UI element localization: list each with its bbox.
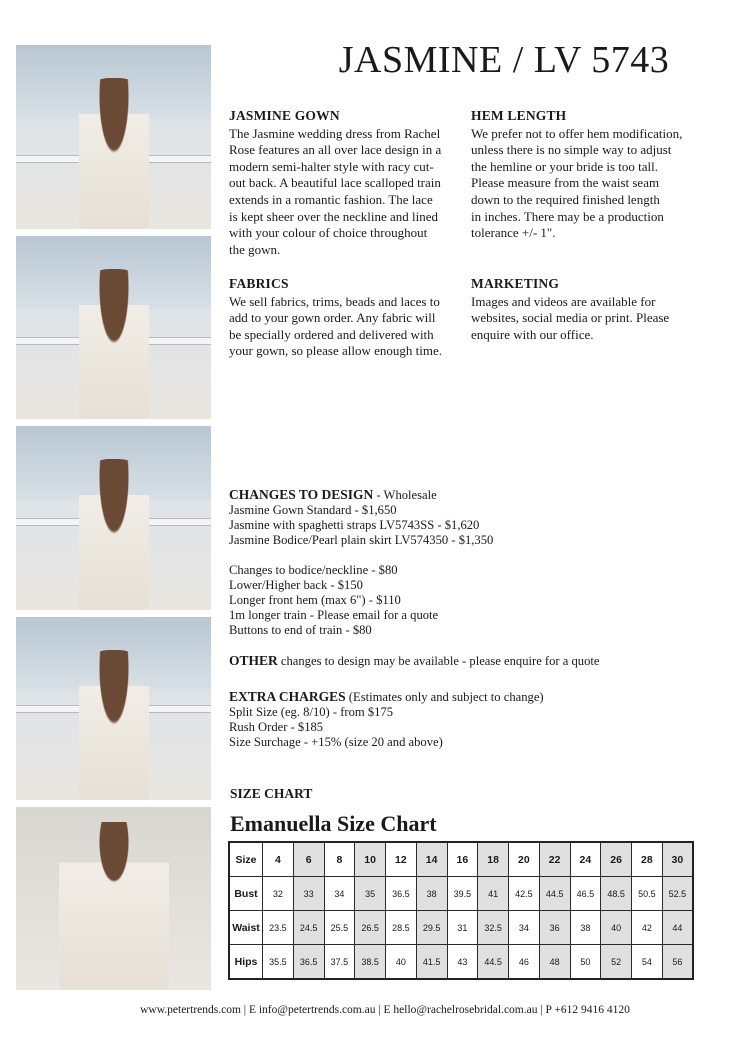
size-chart-table — [228, 841, 694, 980]
section-changes-to-design — [229, 487, 699, 638]
price-line: Jasmine Bodice/Pearl plain skirt LV574350 - $1,350 — [229, 533, 494, 547]
table-cell: 46.5 — [570, 877, 601, 911]
text-line: add to your gown order. Any fabric will — [229, 310, 436, 326]
option-line: Longer front hem (max 6") - $110 — [229, 593, 401, 607]
section-marketing — [471, 276, 711, 343]
table-cell: 38 — [416, 877, 447, 911]
row-header: Size — [229, 842, 263, 877]
row-header: Hips — [229, 945, 263, 980]
section-heading: MARKETING — [471, 276, 560, 291]
table-cell: 56 — [662, 945, 693, 980]
text-line: tolerance +/- 1". — [471, 225, 556, 241]
section-fabrics — [229, 276, 464, 360]
row-header: Bust — [229, 877, 263, 911]
section-body — [229, 294, 464, 360]
table-cell: 36.5 — [293, 945, 324, 980]
table-cell: 10 — [355, 842, 386, 877]
table-cell: 36 — [539, 911, 570, 945]
table-row-bust — [229, 877, 693, 911]
table-cell: 35 — [355, 877, 386, 911]
text-line: Images and videos are available for — [471, 293, 656, 309]
table-cell: 31 — [447, 911, 478, 945]
page-title: JASMINE / LV 5743 — [338, 39, 670, 81]
table-cell: 14 — [416, 842, 447, 877]
extra-heading-line — [229, 689, 699, 705]
section-heading: EXTRA CHARGES — [229, 689, 346, 704]
table-row-size — [229, 842, 693, 877]
section-heading: JASMINE GOWN — [229, 108, 340, 123]
section-body — [471, 126, 711, 242]
section-body — [229, 126, 461, 259]
charge-line: Size Surchage - +15% (size 20 and above) — [229, 735, 443, 749]
option-line: Changes to bodice/neckline - $80 — [229, 563, 398, 577]
option-line: 1m longer train - Please email for a quote — [229, 608, 439, 622]
section-heading: OTHER — [229, 653, 278, 668]
table-cell: 33 — [293, 877, 324, 911]
table-cell: 44.5 — [478, 945, 509, 980]
option-line: Buttons to end of train - $80 — [229, 623, 372, 637]
table-cell: 52.5 — [662, 877, 693, 911]
row-header: Waist — [229, 911, 263, 945]
section-other — [229, 653, 699, 669]
table-cell: 44 — [662, 911, 693, 945]
table-cell: 41 — [478, 877, 509, 911]
table-cell: 50 — [570, 945, 601, 980]
table-cell: 48.5 — [601, 877, 632, 911]
table-cell: 37.5 — [324, 945, 355, 980]
table-cell: 23.5 — [263, 911, 294, 945]
table-cell: 48 — [539, 945, 570, 980]
table-row-hips — [229, 945, 693, 980]
table-cell: 20 — [509, 842, 540, 877]
table-cell: 34 — [324, 877, 355, 911]
table-cell: 26.5 — [355, 911, 386, 945]
table-cell: 25.5 — [324, 911, 355, 945]
table-cell: 32 — [263, 877, 294, 911]
gown-photo-2 — [16, 236, 211, 419]
text-line: unless there is no simple way to adjust — [471, 142, 672, 158]
text-line: We prefer not to offer hem modification, — [471, 125, 683, 141]
text-line: enquire with our office. — [471, 326, 594, 342]
size-chart-title: Emanuella Size Chart — [230, 811, 437, 836]
text-line: The Jasmine wedding dress from Rachel — [229, 125, 441, 141]
price-line: Jasmine with spaghetti straps LV5743SS - $1,620 — [229, 518, 480, 532]
table-cell: 38 — [570, 911, 601, 945]
text-line: extends in a romantic fashion. The lace — [229, 191, 433, 207]
table-row-waist — [229, 911, 693, 945]
text-line: with your colour of choice throughout — [229, 225, 428, 241]
table-cell: 52 — [601, 945, 632, 980]
table-cell: 12 — [386, 842, 417, 877]
text-line: out back. A beautiful lace scalloped train — [229, 175, 441, 191]
heading-suffix: - Wholesale — [373, 488, 437, 502]
table-cell: 32.5 — [478, 911, 509, 945]
gown-photo-3 — [16, 426, 211, 610]
section-heading: FABRICS — [229, 276, 289, 291]
text-line: websites, social media or print. Please — [471, 310, 670, 326]
table-cell: 50.5 — [632, 877, 663, 911]
table-cell: 29.5 — [416, 911, 447, 945]
section-heading: HEM LENGTH — [471, 108, 567, 123]
table-cell: 42.5 — [509, 877, 540, 911]
table-cell: 26 — [601, 842, 632, 877]
table-cell: 6 — [293, 842, 324, 877]
section-text: changes to design may be available - please enquire for a quote — [277, 654, 600, 668]
section-extra-charges — [229, 689, 699, 750]
table-cell: 28 — [632, 842, 663, 877]
heading-suffix: (Estimates only and subject to change) — [345, 690, 544, 704]
text-line: the gown. — [229, 241, 281, 257]
table-cell: 22 — [539, 842, 570, 877]
section-jasmine-gown — [229, 108, 461, 258]
table-cell: 18 — [478, 842, 509, 877]
option-line: Lower/Higher back - $150 — [229, 578, 363, 592]
text-line: Rose features an all over lace design in a — [229, 142, 442, 158]
table-cell: 16 — [447, 842, 478, 877]
gown-photo-4 — [16, 617, 211, 800]
table-cell: 40 — [601, 911, 632, 945]
text-line: down to the required finished length — [471, 191, 660, 207]
table-cell: 8 — [324, 842, 355, 877]
table-cell: 42 — [632, 911, 663, 945]
gown-photo-5 — [16, 807, 211, 990]
table-cell: 4 — [263, 842, 294, 877]
section-heading: CHANGES TO DESIGN — [229, 487, 374, 502]
table-cell: 44.5 — [539, 877, 570, 911]
section-hem-length — [471, 108, 711, 242]
text-line: be specially ordered and delivered with — [229, 326, 434, 342]
table-cell: 24 — [570, 842, 601, 877]
price-line: Jasmine Gown Standard - $1,650 — [229, 503, 397, 517]
table-cell: 28.5 — [386, 911, 417, 945]
table-cell: 46 — [509, 945, 540, 980]
text-line: in inches. There may be a production — [471, 208, 664, 224]
table-cell: 35.5 — [263, 945, 294, 980]
changes-heading-line — [229, 487, 699, 503]
spacer — [229, 548, 699, 563]
text-line: Please measure from the waist seam — [471, 175, 660, 191]
table-cell: 43 — [447, 945, 478, 980]
table-cell: 36.5 — [386, 877, 417, 911]
table-cell: 24.5 — [293, 911, 324, 945]
text-line: the hemline or your bride is too tall. — [471, 158, 659, 174]
table-cell: 41.5 — [416, 945, 447, 980]
section-body — [471, 294, 711, 344]
table-cell: 38.5 — [355, 945, 386, 980]
text-line: modern semi-halter style with racy cut- — [229, 158, 434, 174]
table-cell: 34 — [509, 911, 540, 945]
size-chart-label: SIZE CHART — [230, 786, 313, 801]
text-line: We sell fabrics, trims, beads and laces to — [229, 293, 440, 309]
table-cell: 54 — [632, 945, 663, 980]
table-cell: 40 — [386, 945, 417, 980]
text-line: your gown, so please allow enough time. — [229, 343, 443, 359]
table-cell: 39.5 — [447, 877, 478, 911]
charge-line: Split Size (eg. 8/10) - from $175 — [229, 705, 394, 719]
gown-photo-1 — [16, 45, 211, 229]
text-line: is kept sheer over the neckline and lined — [229, 208, 439, 224]
table-cell: 30 — [662, 842, 693, 877]
charge-line: Rush Order - $185 — [229, 720, 324, 734]
footer-contact: www.petertrends.com | E info@petertrends.com.au | E hello@rachelrosebridal.com.au | P +612 9416 4120 — [140, 1004, 630, 1016]
